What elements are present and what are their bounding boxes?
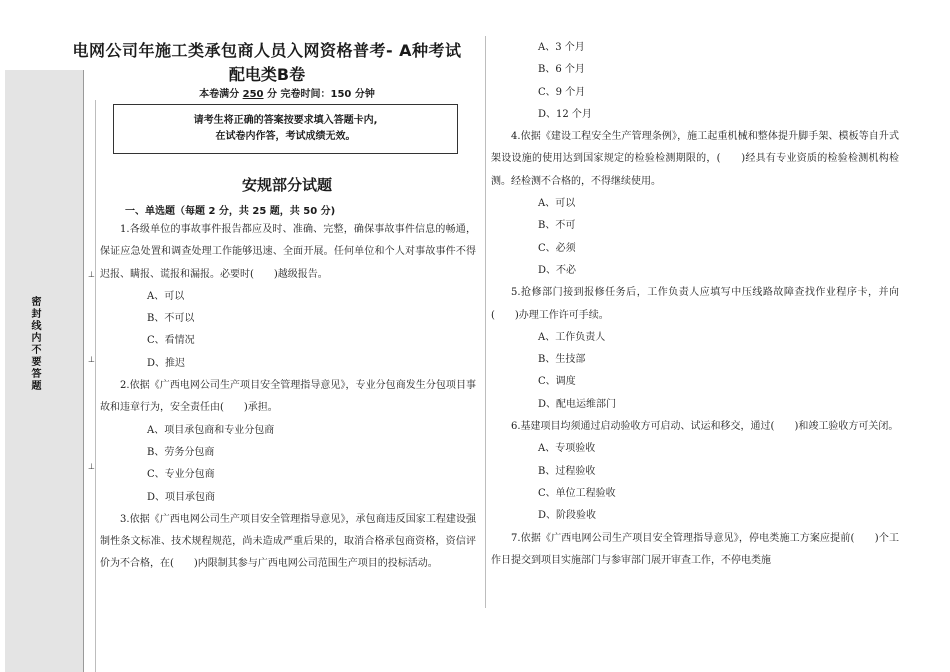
option: C、单位工程验收 (538, 487, 616, 499)
binding-warning-text: 密封线内不要答题 (29, 296, 40, 392)
option: D、阶段验收 (538, 510, 597, 522)
question-stem: 7.依据《广西电网公司生产项目安全管理指导意见》，停电类施工方案应提前( )个工作日提交到项目实施部门与参审部门展开审查工作，不停电类施 (491, 532, 899, 566)
option: B、不可以 (147, 313, 195, 325)
option: A、专项验收 (538, 443, 596, 455)
option: A、项目承包商和专业分包商 (147, 424, 275, 436)
column-divider (485, 36, 486, 608)
score-line (100, 85, 474, 100)
question-stem: 4.依据《建设工程安全生产管理条例》，施工起重机械和整体提升脚手架、模板等自升式架设设施的使用达到国家规定的检验检测期限的，( )经具有专业资质的检验检测机构检测。经检测不合格的，不得继续使用。 (491, 131, 899, 187)
option: D、12 个月 (538, 108, 592, 120)
notice-line: 在试卷内作答，考试成绩无效。 (215, 131, 356, 142)
question-stem: 2.依据《广西电网公司生产项目安全管理指导意见》，专业分包商发生分包项目事故和违章行为，安全责任由( )承担。 (100, 380, 476, 414)
notice-box (113, 104, 458, 154)
question-stem: 3.依据《广西电网公司生产项目安全管理指导意见》，承包商违反国家工程建设强制性条文标准、技术规程规范，尚未造成严重后果的，取消合格承包商资格，资信评价为不合格，在( )内限制其参与广西电网公司范围生产项目的投标活动。 (100, 513, 476, 570)
option: D、不必 (538, 264, 577, 276)
option: B、生技部 (538, 354, 586, 366)
exam-title: 电网公司年施工类承包商人员入网资格普考- A种考试 (72, 41, 462, 60)
exam-subtitle: 配电类B卷 (228, 65, 306, 84)
option: C、9 个月 (538, 86, 586, 98)
question-stem: 5.抢修部门接到报修任务后，工作负责人应填写中压线路故障查找作业程序卡，并向( )办理工作许可手续。 (491, 287, 899, 321)
option: D、配电运维部门 (538, 398, 617, 410)
option: C、调度 (538, 376, 576, 388)
binding-mark: ⊥ (88, 270, 95, 279)
option: C、必须 (538, 242, 576, 254)
binding-mark: ⊥ (88, 462, 95, 471)
score-suffix: 分 完卷时间：150 分钟 (267, 89, 375, 100)
binding-mark: ⊥ (88, 355, 95, 364)
option: D、推迟 (147, 357, 186, 369)
option: A、可以 (538, 198, 576, 210)
binding-margin (5, 70, 83, 672)
option: B、6 个月 (538, 64, 585, 76)
score-value: 250 (242, 89, 264, 100)
option: D、项目承包商 (147, 491, 216, 503)
option: B、过程验收 (538, 465, 596, 477)
question-stem: 6.基建项目均须通过启动验收方可启动、试运和移交，通过( )和竣工验收方可关闭。 (511, 421, 899, 433)
option: C、看情况 (147, 335, 195, 347)
option: A、可以 (147, 290, 185, 302)
right-column (491, 37, 899, 572)
option: B、劳务分包商 (147, 446, 215, 458)
binding-divider (83, 70, 84, 672)
left-column (100, 219, 476, 576)
score-prefix: 本卷满分 (199, 89, 240, 100)
option: B、不可 (538, 220, 576, 232)
part-heading: 一、单选题（每题 2 分，共 25 题，共 50 分) (125, 206, 336, 217)
option: A、3 个月 (538, 42, 585, 53)
option: A、工作负责人 (538, 331, 606, 343)
notice-line: 请考生将正确的答案按要求填入答题卡内, (193, 115, 378, 126)
question-stem: 1.各级单位的事故事件报告都应及时、准确、完整，确保事故事件信息的畅通，保证应急处置和调查处理工作能够迅速、全面开展。任何单位和个人对事故事件不得迟报、瞒报、谎报和漏报。必要时( )越级报告。 (100, 224, 476, 280)
option: C、专业分包商 (147, 469, 215, 481)
section-title: 安规部分试题 (241, 176, 332, 194)
margin-rule (95, 100, 96, 672)
